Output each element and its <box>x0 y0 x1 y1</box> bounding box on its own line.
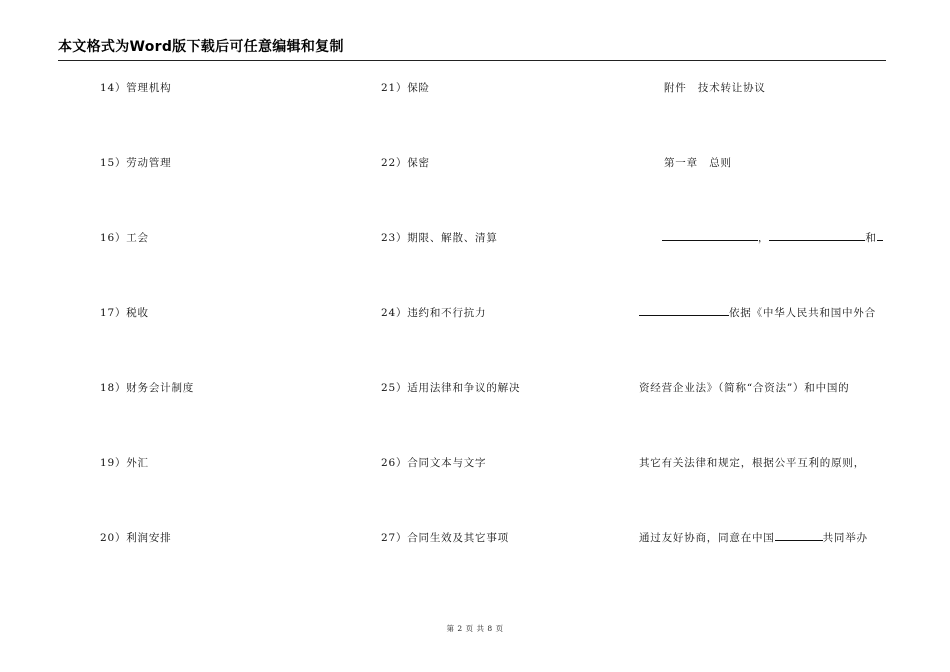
body-line <box>639 530 868 545</box>
list-item: 15）劳动管理 <box>100 157 172 169</box>
party-blank <box>877 231 883 241</box>
list-item: 26）合同文本与文字 <box>381 457 487 469</box>
location-blank <box>775 531 823 541</box>
list-item: 22）保密 <box>381 157 430 169</box>
body-text: 共同举办 <box>822 532 868 544</box>
header-title: 本文格式为Word版下载后可任意编辑和复制 <box>58 39 344 55</box>
body-line: 资经营企业法》（简称“合资法”）和中国的 <box>639 382 850 394</box>
conjunction: 和 <box>865 232 877 244</box>
list-item: 18）财务会计制度 <box>100 382 195 394</box>
list-item: 20）利润安排 <box>100 532 172 544</box>
page-number: 第 2 页 共 8 页 <box>446 624 504 633</box>
list-item: 21）保险 <box>381 82 430 94</box>
chapter-heading: 第一章 总则 <box>664 157 732 169</box>
party-blank <box>662 231 758 241</box>
body-text: 通过友好协商，同意在中国 <box>639 532 775 544</box>
list-item: 23）期限、解散、清算 <box>381 232 498 244</box>
list-item: 24）违约和不行抗力 <box>381 307 487 319</box>
body-line: 其它有关法律和规定，根据公平互利的原则， <box>639 457 865 469</box>
party-blank <box>769 231 865 241</box>
list-item: 25）适用法律和争议的解决 <box>381 382 521 394</box>
page-header <box>58 38 886 61</box>
party-blank <box>639 306 729 316</box>
list-item: 17）税收 <box>100 307 149 319</box>
body-text: 依据《中华人民共和国中外合 <box>729 307 876 319</box>
list-item: 19）外汇 <box>100 457 149 469</box>
list-item: 27）合同生效及其它事项 <box>381 532 509 544</box>
list-item: 16）工会 <box>100 232 149 244</box>
party-line <box>662 230 883 245</box>
separator: ， <box>758 232 770 244</box>
body-line <box>639 305 876 320</box>
appendix-title: 附件 技术转让协议 <box>664 82 766 94</box>
list-item: 14）管理机构 <box>100 82 172 94</box>
